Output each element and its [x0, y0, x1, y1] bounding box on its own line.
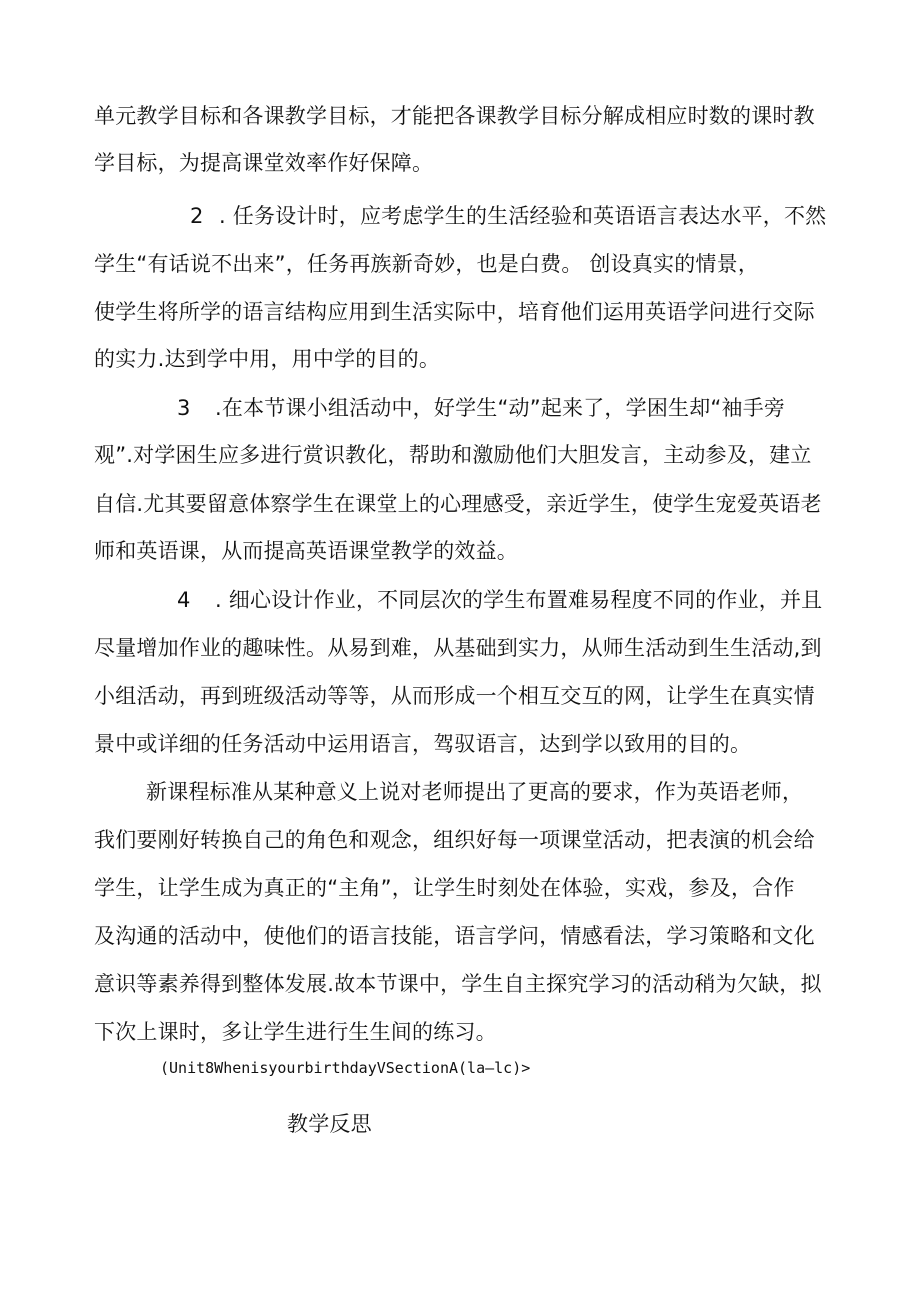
- item-2-number: 2: [190, 204, 204, 228]
- section-title: 教学反思: [287, 1112, 372, 1136]
- paragraph-final-line-6: 下次上课时，多让学生进行生生间的练习。: [94, 1020, 497, 1044]
- unit-heading: (Unit8WhenisyourbirthdayVSectionA(la—lc)>: [160, 1059, 531, 1077]
- paragraph-final-line-2: 我们要刚好转换自己的角色和观念，组织好每一项课堂活动，把表演的机会给: [94, 828, 815, 852]
- item-3-line-4: 师和英语课，从而提高英语课堂教学的效益。: [94, 539, 518, 563]
- item-2-line-4: 的实力.达到学中用，用中学的目的。: [94, 347, 441, 371]
- item-3-line-1: .在本节课小组活动中，好学生“动”起来了，学困生却“袖手旁: [215, 396, 786, 420]
- paragraph-final-line-1: 新课程标准从某种意义上说对老师提出了更高的要求，作为英语老师，: [146, 780, 804, 804]
- item-3-line-3: 自信.尤其要留意体察学生在课堂上的心理感受，亲近学生，使学生宠爱英语老: [94, 492, 822, 516]
- item-2-line-1: . 任务设计时，应考虑学生的生活经验和英语语言表达水平，不然: [219, 204, 827, 228]
- item-4-line-2: 尽量增加作业的趣味性。从易到难，从基础到实力，从师生活动到生生活动,到: [94, 636, 822, 660]
- item-2-line-3: 使学生将所学的语言结构应用到生活实际中，培育他们运用英语学问进行交际: [94, 300, 815, 324]
- paragraph-1-line-2: 学目标，为提高课堂效率作好保障。: [94, 151, 434, 175]
- paragraph-1-line-1: 单元教学目标和各课教学目标，才能把各课教学目标分解成相应时数的课时教: [94, 104, 815, 128]
- item-3-number: 3: [177, 396, 191, 420]
- item-4-line-1: . 细心设计作业，不同层次的学生布置难易程度不同的作业，并且: [215, 588, 823, 612]
- item-4-line-3: 小组活动，再到班级活动等等，从而形成一个相互交互的网，让学生在真实情: [94, 684, 815, 708]
- item-4-line-4: 景中或详细的任务活动中运用语言，驾驭语言，达到学以致用的目的。: [94, 732, 752, 756]
- paragraph-final-line-5: 意识等素养得到整体发展.故本节课中，学生自主探究学习的活动稍为欠缺，拟: [94, 972, 822, 996]
- item-3-line-2: 观”.对学困生应多进行赏识教化，帮助和激励他们大胆发言，主动参及，建立: [94, 443, 812, 467]
- item-2-line-2: 学生“有话说不出来”，任务再族新奇妙，也是白费。 创设真实的情景，: [94, 252, 760, 276]
- item-4-number: 4: [177, 588, 191, 612]
- paragraph-final-line-3: 学生，让学生成为真正的“主角”，让学生时刻处在体验，实戏，参及，合作: [94, 876, 795, 900]
- paragraph-final-line-4: 及沟通的活动中，使他们的语言技能，语言学问，情感看法，学习策略和文化: [94, 924, 815, 948]
